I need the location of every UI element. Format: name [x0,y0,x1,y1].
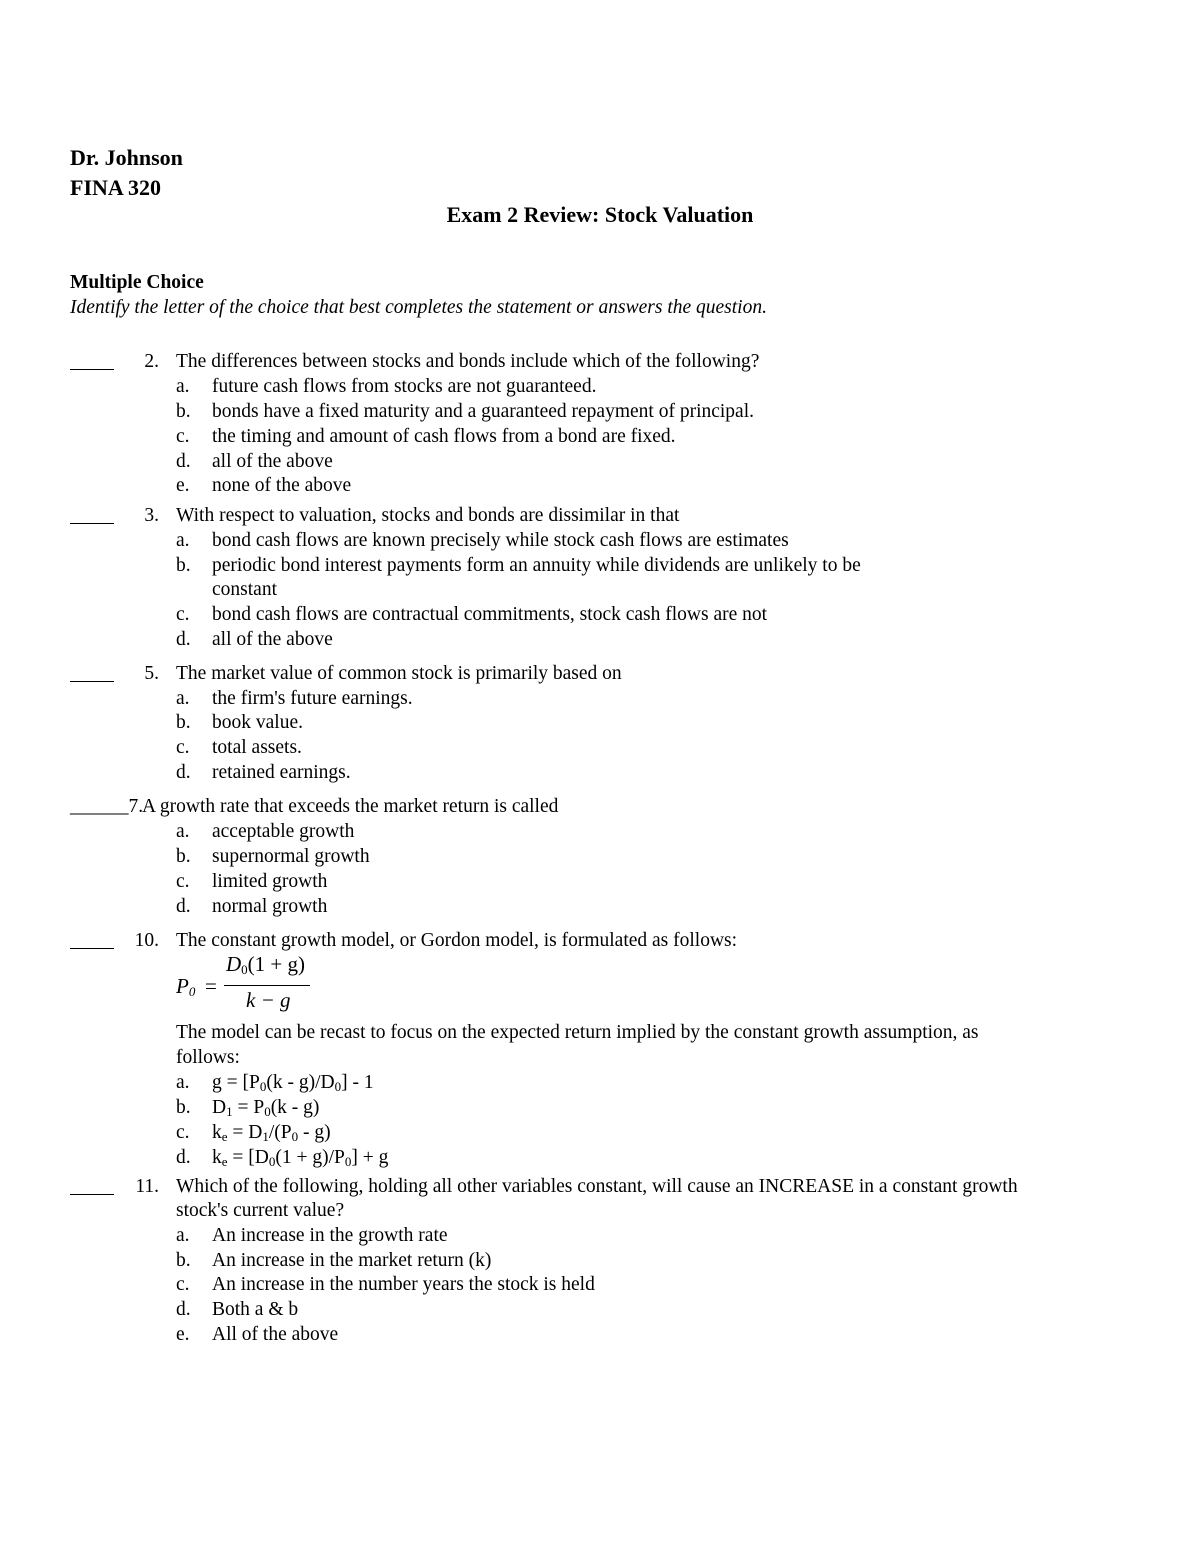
equation-numerator: $D_0(1 + g)$ [226,952,306,977]
option-text: the firm's future earnings. [212,688,413,709]
option-text: acceptable growth [212,821,355,842]
option-letter: e. [176,475,190,496]
option-letter: c. [176,737,190,758]
question-text: With respect to valuation, stocks and bonds are dissimilar in that [176,505,680,526]
section-heading: Multiple Choice [70,272,204,293]
option-text: supernormal growth [212,846,370,867]
question-text: The differences between stocks and bonds include which of the following? [176,351,760,372]
option-letter: e. [176,1324,190,1345]
option-letter: a. [176,688,190,709]
option-text: $g = [P_0(k - g)/D_0] - 1$ [212,1072,374,1094]
question-number: 10. [134,930,159,951]
question-number: 2. [144,351,159,372]
option-letter: a. [176,821,190,842]
option-text: bond cash flows are contractual commitments, stock cash flows are not [212,604,768,625]
option-letter: c. [176,426,190,447]
option-letter: a. [176,530,190,551]
option-text: total assets. [212,737,302,758]
option-letter: b. [176,1250,191,1271]
option-letter: b. [176,712,191,733]
option-letter: b. [176,555,191,576]
equation-denominator: k − g [246,988,291,1012]
option-letter: d. [176,896,191,917]
option-letter: d. [176,451,191,472]
equals-sign: = [205,974,217,998]
question-text: A growth rate that exceeds the market return is called [142,796,559,817]
question-text-continued: follows: [176,1047,240,1068]
equation-lhs: $P_0$ [176,974,196,999]
question-text: Which of the following, holding all other variables constant, will cause an INCREASE in a constant growth [176,1176,1018,1197]
option-letter: c. [176,1274,190,1295]
option-text: $k_e = [D_0(1 + g)/P_0] + g$ [212,1147,389,1169]
option-text: bonds have a fixed maturity and a guaranteed repayment of principal. [212,401,755,422]
option-letter: a. [176,376,190,397]
option-letter: c. [176,1122,190,1143]
question-number: 11. [135,1176,159,1197]
option-text: $k_e = D_1/(P_0 - g)$ [212,1122,331,1144]
option-text: future cash flows from stocks are not guaranteed. [212,376,597,397]
question-number: 5. [144,663,159,684]
question-number: 3. [144,505,159,526]
option-letter: d. [176,762,191,783]
option-letter: a. [176,1225,190,1246]
option-letter: d. [176,1147,191,1168]
option-text: $D_1 = P_0(k - g)$ [212,1097,320,1119]
question-number: ______7. [70,796,144,817]
option-letter: c. [176,604,190,625]
option-text: none of the above [212,475,352,496]
option-text: limited growth [212,871,328,892]
question-text: The market value of common stock is primarily based on [176,663,622,684]
instructor-name: Dr. Johnson [70,145,183,170]
option-text: retained earnings. [212,762,351,783]
option-letter: d. [176,1299,191,1320]
option-text: All of the above [212,1324,339,1345]
option-text: An increase in the number years the stock is held [212,1274,595,1295]
option-text-continued: constant [212,579,277,600]
option-text: periodic bond interest payments form an annuity while dividends are unlikely to be [212,555,861,576]
option-text: the timing and amount of cash flows from a bond are fixed. [212,426,676,447]
question-text-continued: The model can be recast to focus on the expected return implied by the constant growth assumption, as [176,1022,979,1043]
option-letter: c. [176,871,190,892]
gordon-model-equation [174,952,319,1018]
page-title: Exam 2 Review: Stock Valuation [446,202,754,227]
option-letter: b. [176,401,191,422]
option-text: bond cash flows are known precisely while stock cash flows are estimates [212,530,789,551]
option-letter: b. [176,846,191,867]
option-text: An increase in the market return (k) [212,1250,492,1271]
course-code: FINA 320 [70,175,162,200]
question-text: The constant growth model, or Gordon model, is formulated as follows: [176,930,738,951]
option-text: all of the above [212,451,333,472]
option-text: Both a & b [212,1299,299,1320]
option-letter: a. [176,1072,190,1093]
option-text: all of the above [212,629,333,650]
fraction-bar [224,985,310,986]
option-text: An increase in the growth rate [212,1225,448,1246]
question-text-continued: stock's current value? [176,1200,345,1221]
option-letter: d. [176,629,191,650]
section-instructions: Identify the letter of the choice that best completes the statement or answers the question. [70,297,767,318]
option-letter: b. [176,1097,191,1118]
option-text: book value. [212,712,303,733]
option-text: normal growth [212,896,328,917]
